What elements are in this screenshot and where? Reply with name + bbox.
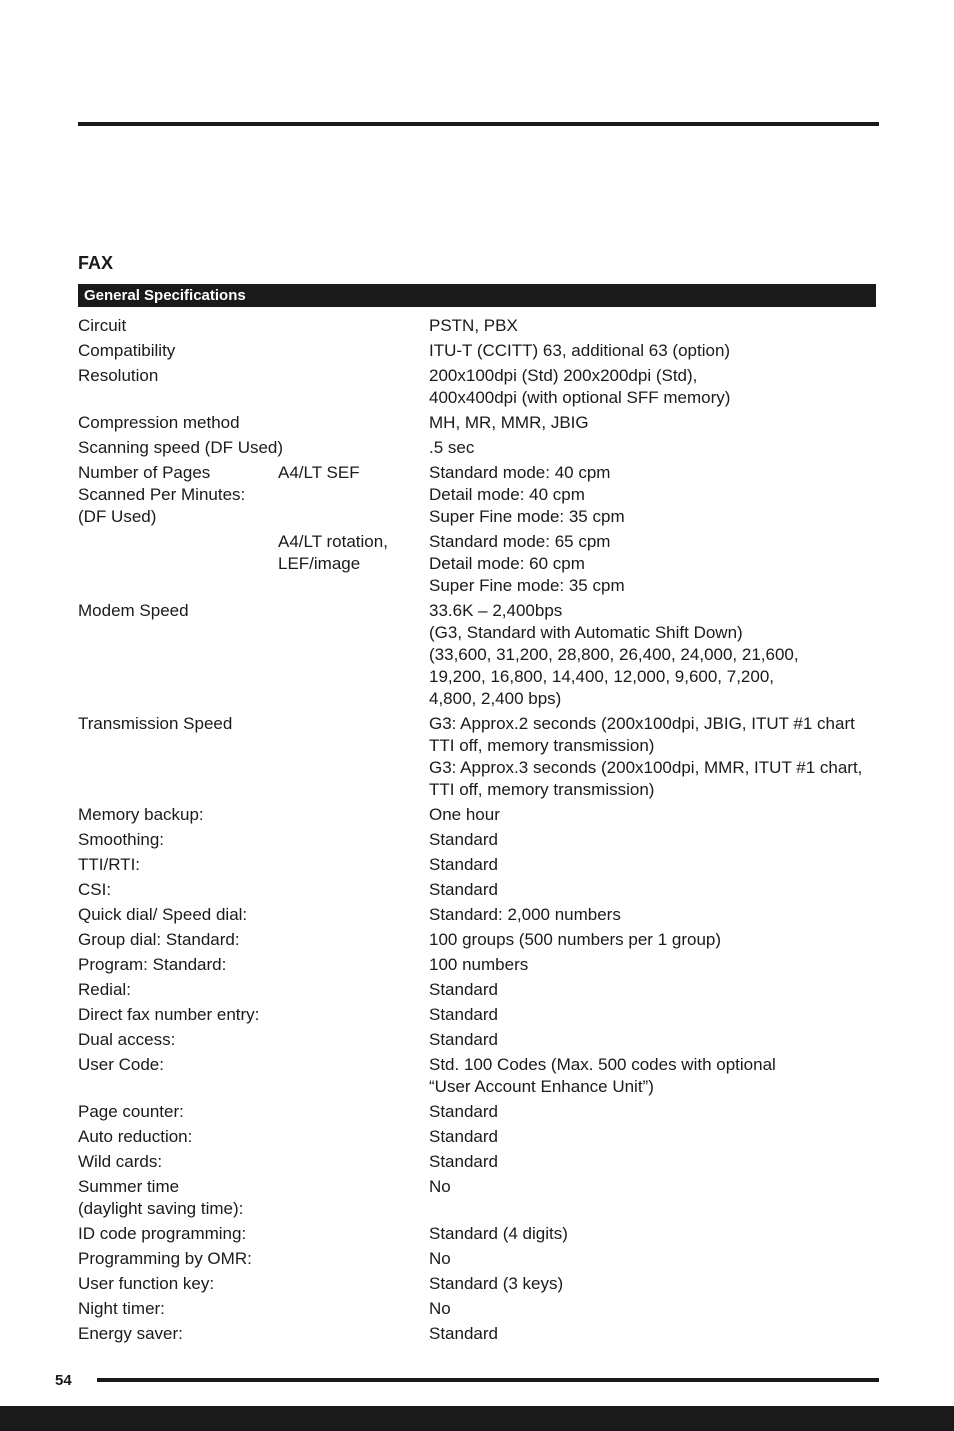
spec-value: No (429, 1249, 451, 1268)
spec-value: Standard (429, 1152, 498, 1171)
spec-label: Wild cards: (78, 1152, 163, 1171)
bottom-rule (97, 1378, 879, 1382)
spec-row-circuit (78, 315, 878, 337)
spec-label: Redial: (78, 980, 131, 999)
spec-value: PSTN, PBX (429, 316, 518, 335)
spec-row-tti-rti (78, 854, 878, 876)
spec-row-direct-fax-entry (78, 1004, 878, 1026)
spec-label: TTI/RTI: (78, 855, 141, 874)
spec-row-id-code (78, 1223, 878, 1245)
spec-value: Standard (429, 1005, 498, 1024)
spec-label: Compatibility (78, 341, 176, 360)
spec-label: Summer time (daylight saving time): (78, 1177, 244, 1218)
spec-value: Standard (429, 1030, 498, 1049)
spec-table (78, 315, 878, 1348)
spec-value: .5 sec (429, 438, 475, 457)
spec-label: Modem Speed (78, 601, 189, 620)
spec-value: Standard (4 digits) (429, 1224, 568, 1243)
spec-value: Standard (429, 980, 498, 999)
spec-row-dual-access (78, 1029, 878, 1051)
spec-row-pages-per-minute-sef (78, 462, 878, 528)
spec-value: 100 numbers (429, 955, 529, 974)
spec-row-night-timer (78, 1298, 878, 1320)
spec-value: 100 groups (500 numbers per 1 group) (429, 930, 722, 949)
spec-value: Standard mode: 65 cpm Detail mode: 60 cpm Super Fine mode: 35 cpm (429, 532, 625, 595)
top-rule (78, 122, 879, 126)
spec-label: Compression method (78, 413, 240, 432)
spec-row-pages-per-minute-lef (78, 531, 878, 597)
spec-value: Standard (429, 880, 498, 899)
spec-row-scanning-speed (78, 437, 878, 459)
spec-row-compatibility (78, 340, 878, 362)
spec-value: One hour (429, 805, 500, 824)
spec-row-summer-time (78, 1176, 878, 1220)
spec-value: MH, MR, MMR, JBIG (429, 413, 589, 432)
spec-value: Standard (429, 1127, 498, 1146)
spec-label: Direct fax number entry: (78, 1005, 260, 1024)
spec-row-transmission-speed (78, 713, 878, 801)
spec-value: Standard (429, 830, 498, 849)
spec-label: User function key: (78, 1274, 215, 1293)
spec-label: Program: Standard: (78, 955, 227, 974)
spec-label: User Code: (78, 1055, 164, 1074)
spec-label: Night timer: (78, 1299, 165, 1318)
section-title: FAX (78, 253, 114, 273)
spec-value: Standard mode: 40 cpm Detail mode: 40 cpm Super Fine mode: 35 cpm (429, 463, 625, 526)
spec-value: Standard (429, 855, 498, 874)
spec-label: Quick dial/ Speed dial: (78, 905, 248, 924)
spec-label: CSI: (78, 880, 112, 899)
spec-sublabel: A4/LT rotation, LEF/image (278, 532, 388, 573)
spec-value: G3: Approx.2 seconds (200x100dpi, JBIG, ITUT #1 chart TTI off, memory transmission) G3: Approx.3 seconds (200x100dpi, MMR, ITUT #1 chart, TTI off, memory transmission) (429, 714, 863, 799)
spec-label: Group dial: Standard: (78, 930, 240, 949)
spec-row-energy-saver (78, 1323, 878, 1345)
spec-table-header: General Specifications (78, 284, 876, 307)
spec-row-modem-speed (78, 600, 878, 710)
spec-value: 33.6K – 2,400bps (G3, Standard with Automatic Shift Down) (33,600, 31,200, 28,800, 26,400, 24,000, 21,600, 19,200, 16,800, 14,400, 12,000, 9,600, 7,200, 4,800, 2,400 bps) (429, 601, 799, 708)
spec-label: Auto reduction: (78, 1127, 193, 1146)
spec-value: No (429, 1177, 451, 1196)
spec-label: Energy saver: (78, 1324, 183, 1343)
spec-label: Memory backup: (78, 805, 204, 824)
spec-label: Number of Pages Scanned Per Minutes: (DF Used) (78, 463, 246, 526)
spec-value: Standard (429, 1324, 498, 1343)
spec-row-memory-backup (78, 804, 878, 826)
spec-row-omr (78, 1248, 878, 1270)
spec-value: Standard: 2,000 numbers (429, 905, 621, 924)
spec-label: Circuit (78, 316, 127, 335)
spec-value: Standard (3 keys) (429, 1274, 564, 1293)
spec-value: ITU-T (CCITT) 63, additional 63 (option) (429, 341, 731, 360)
spec-row-page-counter (78, 1101, 878, 1123)
spec-row-smoothing (78, 829, 878, 851)
spec-label: Smoothing: (78, 830, 164, 849)
spec-label: Dual access: (78, 1030, 176, 1049)
spec-row-csi (78, 879, 878, 901)
spec-row-compression (78, 412, 878, 434)
spec-label: Page counter: (78, 1102, 184, 1121)
spec-value: 200x100dpi (Std) 200x200dpi (Std), 400x400dpi (with optional SFF memory) (429, 366, 731, 407)
spec-row-user-function-key (78, 1273, 878, 1295)
spec-row-wild-cards (78, 1151, 878, 1173)
spec-row-resolution (78, 365, 878, 409)
spec-row-user-code (78, 1054, 878, 1098)
spec-row-redial (78, 979, 878, 1001)
spec-label: Resolution (78, 366, 159, 385)
spec-value: Std. 100 Codes (Max. 500 codes with optional “User Account Enhance Unit”) (429, 1055, 776, 1096)
spec-value: No (429, 1299, 451, 1318)
spec-value: Standard (429, 1102, 498, 1121)
spec-label: ID code programming: (78, 1224, 247, 1243)
spec-row-quick-dial (78, 904, 878, 926)
spec-label: Programming by OMR: (78, 1249, 252, 1268)
spec-label: Scanning speed (DF Used) (78, 438, 284, 457)
spec-label: Transmission Speed (78, 714, 233, 733)
spec-row-program (78, 954, 878, 976)
spec-label (78, 531, 278, 597)
page-number: 54 (55, 1372, 72, 1389)
bottom-band (0, 1406, 954, 1431)
spec-sublabel: A4/LT SEF (278, 463, 360, 482)
spec-row-auto-reduction (78, 1126, 878, 1148)
spec-row-group-dial (78, 929, 878, 951)
